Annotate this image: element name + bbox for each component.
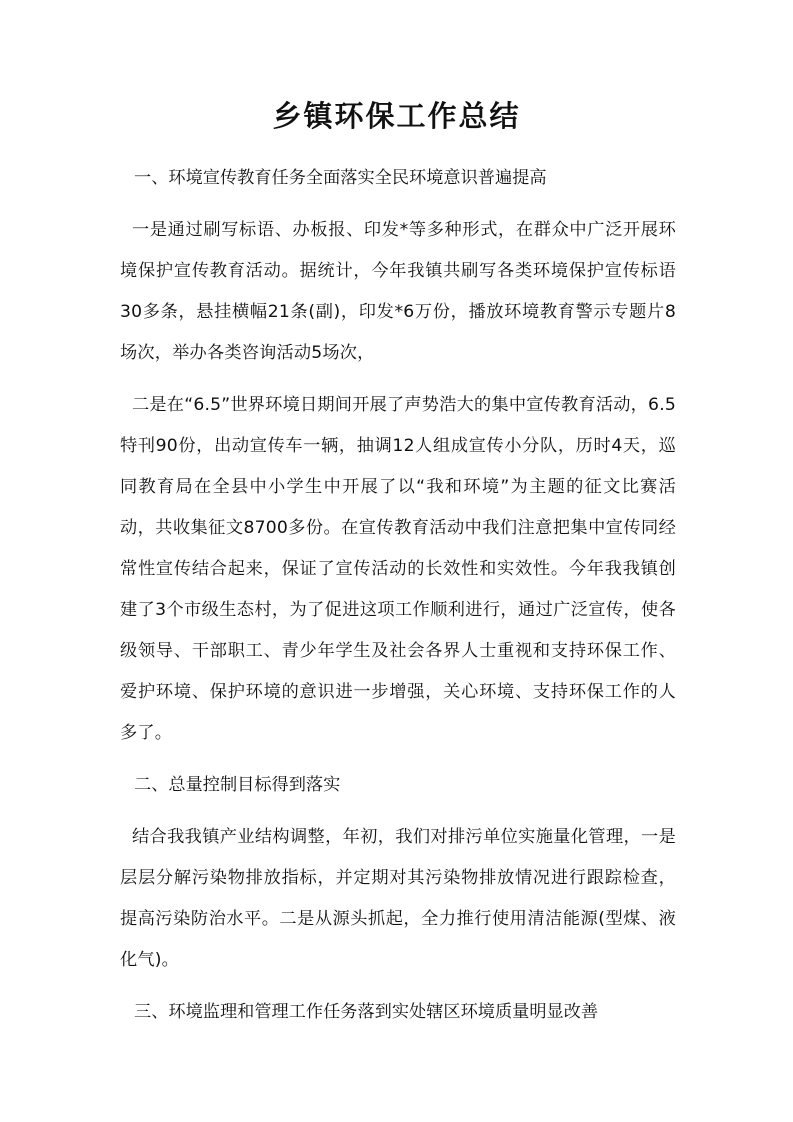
section-heading-1: 一、环境宣传教育任务全面落实全民环境意识普遍提高 [134,168,547,188]
document-title: 乡镇环保工作总结 [272,99,521,133]
paragraph-3: 结合我我镇产业结构调整，年初，我们对排污单位实施量化管理，一是层层分解污染物排放指标，并定期对其污染物排放情况进行跟踪检查，提高污染防治水平。二是从源头抓起，全力推行使用清洁能源(型煤、液化气)。 [120,827,676,970]
section-heading-3: 三、环境监理和管理工作任务落到实处辖区环境质量明显改善 [134,1002,599,1022]
paragraph-1: 一是通过刷写标语、办板报、印发*等多种形式，在群众中广泛开展环境保护宣传教育活动。据统计，今年我镇共刷写各类环境保护宣传标语30多条，悬挂横幅21条(副)，印发*6万份，播放环境教育警示专题片8场次，举办各类咨询活动5场次， [120,220,676,363]
section-heading-2: 二、总量控制目标得到落实 [134,775,341,795]
document-body [120,158,676,1044]
paragraph-2: 二是在“6.5”世界环境日期间开展了声势浩大的集中宣传教育活动，6.5特刊90份，出动宣传车一辆，抽调12人组成宣传小分队，历时4天，巡同教育局在全县中小学生中开展了以“我和环境”为主题的征文比赛活动，共收集征文8700多份。在宣传教育活动中我们注意把集中宣传同经常性宣传结合起来，保证了宣传活动的长效性和实效性。今年我我镇创建了3个市级生态村，为了促进这项工作顺利进行，通过广泛宣传，使各级领导、干部职工、青少年学生及社会各界人士重视和支持环保工作、爱护环境、保护环境的意识进一步增强，关心环境、支持环保工作的人多了。 [120,395,676,743]
